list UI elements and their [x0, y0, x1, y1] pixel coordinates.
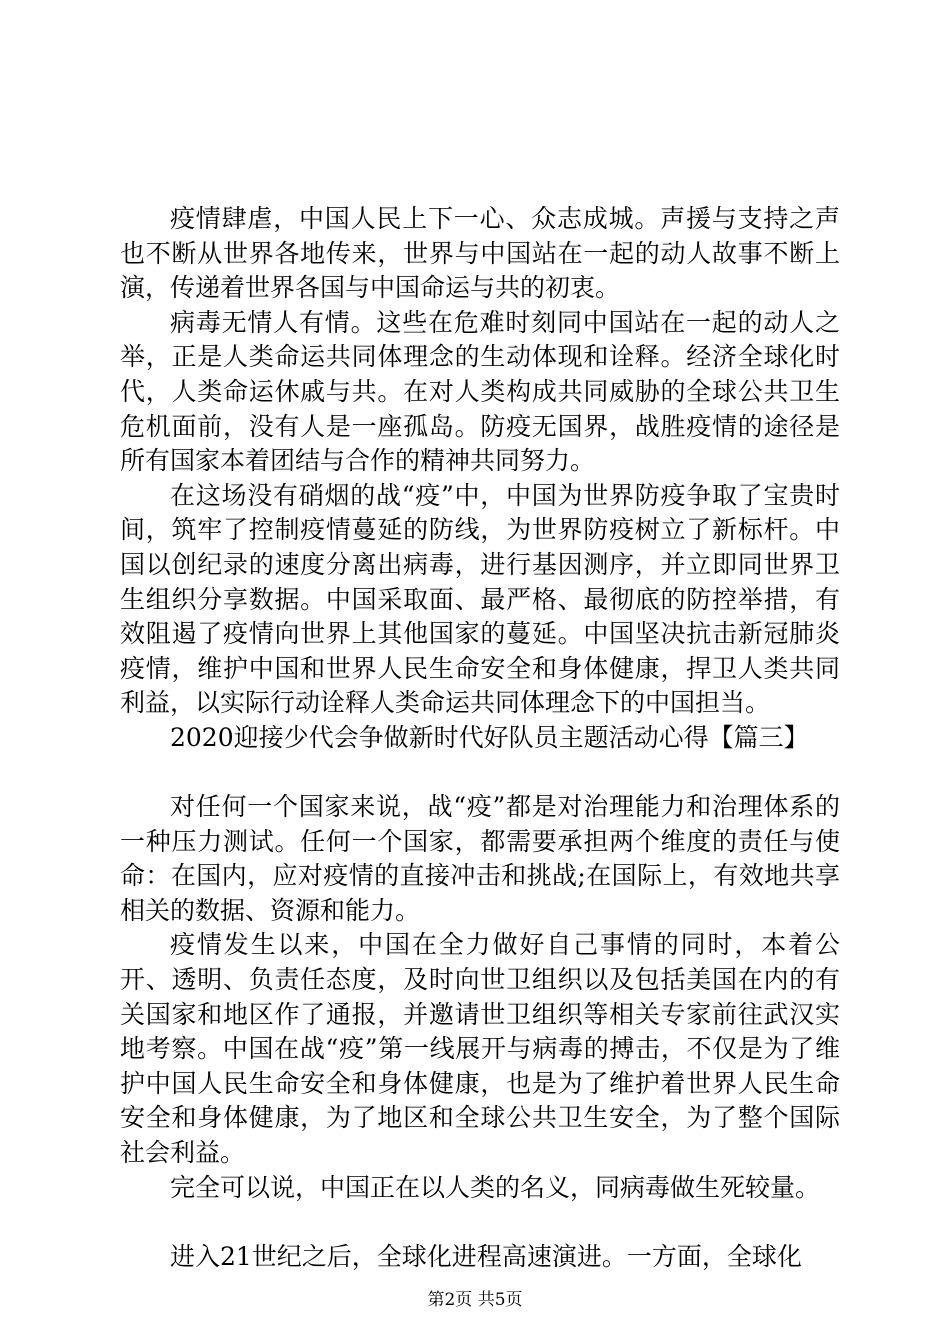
page-footer: 第2页 共5页	[427, 1290, 523, 1310]
paragraph-virus-heartless: 病毒无情人有情。这些在危难时刻同中国站在一起的动人之举，正是人类命运共同体理念的生动体现和诠释。经济全球化时代，人类命运休戚与共。在对人类构成共同威胁的全球公共卫生危机面前，没有人是一座孤岛。防疫无国界，战胜疫情的途径是所有国家本着团结与合作的精神共同努力。	[120, 307, 840, 476]
document-body	[120, 202, 840, 1274]
paragraph-china-contribution: 在这场没有硝烟的战“疫”中，中国为世界防疫争取了宝贵时间，筑牢了控制疫情蔓延的防线，为世界防疫树立了新标杆。中国以创纪录的速度分离出病毒，进行基因测序，并立即同世界卫生组织分享数据。中国采取面、最严格、最彻底的防控举措，有效阻遏了疫情向世界上其他国家的蔓延。中国坚决抗击新冠肺炎疫情，维护中国和世界人民生命安全和身体健康，捍卫人类共同利益，以实际行动诠释人类命运共同体理念下的中国担当。	[120, 480, 840, 718]
paragraph-epidemic-unity: 疫情肆虐，中国人民上下一心、众志成城。声援与支持之声也不断从世界各地传来，世界与中国站在一起的动人故事不断上演，传递着世界各国与中国命运与共的初衷。	[120, 204, 840, 303]
paragraph-human-name: 完全可以说，中国正在以人类的名义，同病毒做生死较量。	[170, 1172, 821, 1202]
section-title: 2020迎接少代会争做新时代好队员主题活动心得【篇三】	[170, 722, 809, 752]
paragraph-stress-test: 对任何一个国家来说，战“疫”都是对治理能力和治理体系的一种压力测试。任何一个国家，都需要承担两个维度的责任与使命：在国内，应对疫情的直接冲击和挑战;在国际上，有效地共享相关的数据、资源和能力。	[120, 792, 840, 925]
blank-line	[120, 756, 840, 791]
paragraph-globalization: 进入21世纪之后，全球化进程高速演进。一方面，全球化	[170, 1241, 802, 1271]
paragraph-since-outbreak: 疫情发生以来，中国在全力做好自己事情的同时，本着公开、透明、负责任态度，及时向世卫组织以及包括美国在内的有关国家和地区作了通报，并邀请世卫组织等相关专家前往武汉实地考察。中国在战“疫”第一线展开与病毒的搏击，不仅是为了维护中国人民生命安全和身体健康，也是为了维护着世界人民生命安全和身体健康，为了地区和全球公共卫生安全，为了整个国际社会利益。	[120, 930, 840, 1168]
blank-line	[120, 1205, 840, 1240]
